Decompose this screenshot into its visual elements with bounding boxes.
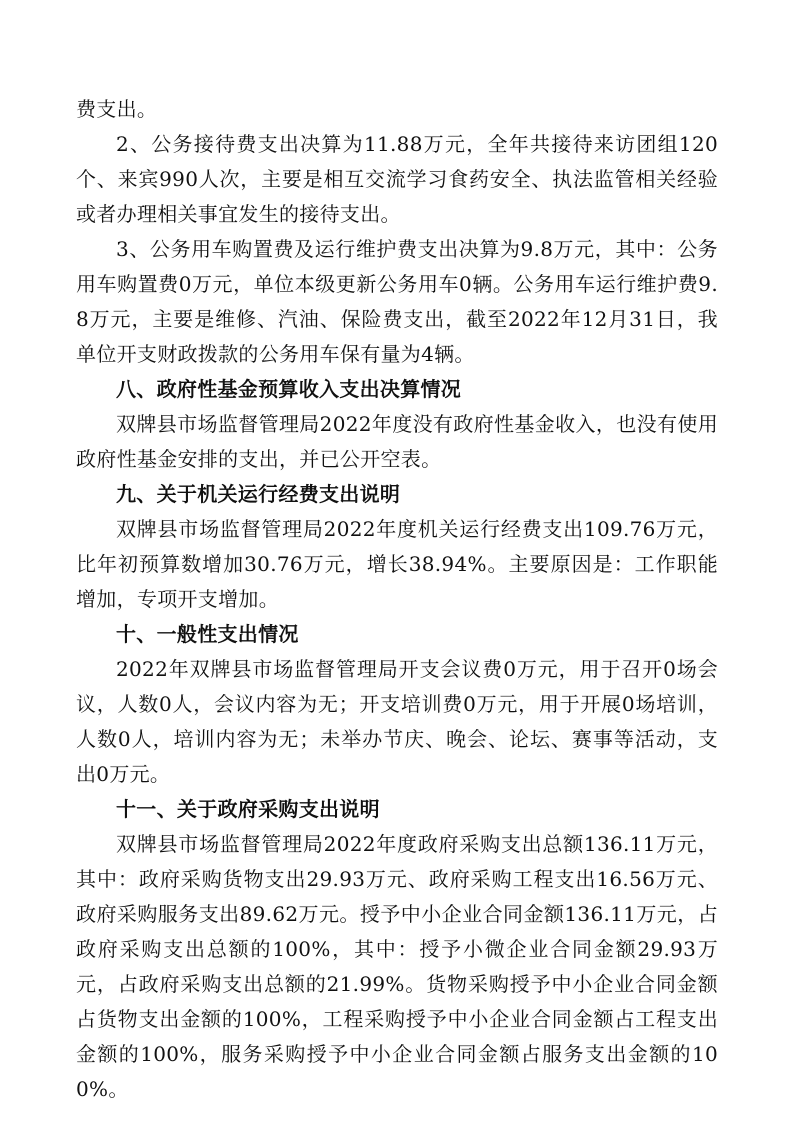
paragraph-continuation: 费支出。 [76, 97, 158, 121]
paragraph-procurement: 双牌县市场监督管理局2022年度政府采购支出总额136.11万元，其中：政府采购货物支出29.93万元、政府采购工程支出16.56万元、政府采购服务支出89.62万元。授予中小企业合同金额136.11万元，占政府采购支出总额的100%，其中：授予小微企业合同金额29.93万元，占政府采购支出总额的21.99%。货物采购授予中小企业合同金额占货物支出金额的100%，工程采购授予中小企业合同金额占工程支出金额的100%，服务采购授予中小企业合同金额占服务支出金额的100%。 [76, 832, 718, 1101]
paragraph-reception-expense: 2、公务接待费支出决算为11.88万元，全年共接待来访团组120个、来宾990人次，主要是相互交流学习食药安全、执法监管相关经验或者办理相关事宜发生的接待支出。 [76, 132, 718, 226]
section-heading-general-expense: 十、一般性支出情况 [116, 622, 299, 646]
section-heading-operating-expense: 九、关于机关运行经费支出说明 [116, 482, 401, 506]
paragraph-government-fund: 双牌县市场监督管理局2022年度没有政府性基金收入，也没有使用政府性基金安排的支出，并已公开空表。 [76, 412, 718, 471]
section-heading-government-fund: 八、政府性基金预算收入支出决算情况 [116, 377, 462, 401]
paragraph-vehicle-expense: 3、公务用车购置费及运行维护费支出决算为9.8万元，其中：公务用车购置费0万元，单位本级更新公务用车0辆。公务用车运行维护费9.8万元，主要是维修、汽油、保险费支出，截至2022年12月31日，我单位开支财政拨款的公务用车保有量为4辆。 [76, 237, 718, 366]
section-heading-procurement: 十一、关于政府采购支出说明 [116, 797, 380, 821]
paragraph-general-expense: 2022年双牌县市场监督管理局开支会议费0万元，用于召开0场会议，人数0人，会议内容为无；开支培训费0万元，用于开展0场培训，人数0人，培训内容为无；未举办节庆、晚会、论坛、赛事等活动，支出0万元。 [76, 657, 718, 786]
paragraph-operating-expense: 双牌县市场监督管理局2022年度机关运行经费支出109.76万元，比年初预算数增加30.76万元，增长38.94%。主要原因是：工作职能增加，专项开支增加。 [76, 517, 718, 611]
document-body [76, 92, 718, 1107]
